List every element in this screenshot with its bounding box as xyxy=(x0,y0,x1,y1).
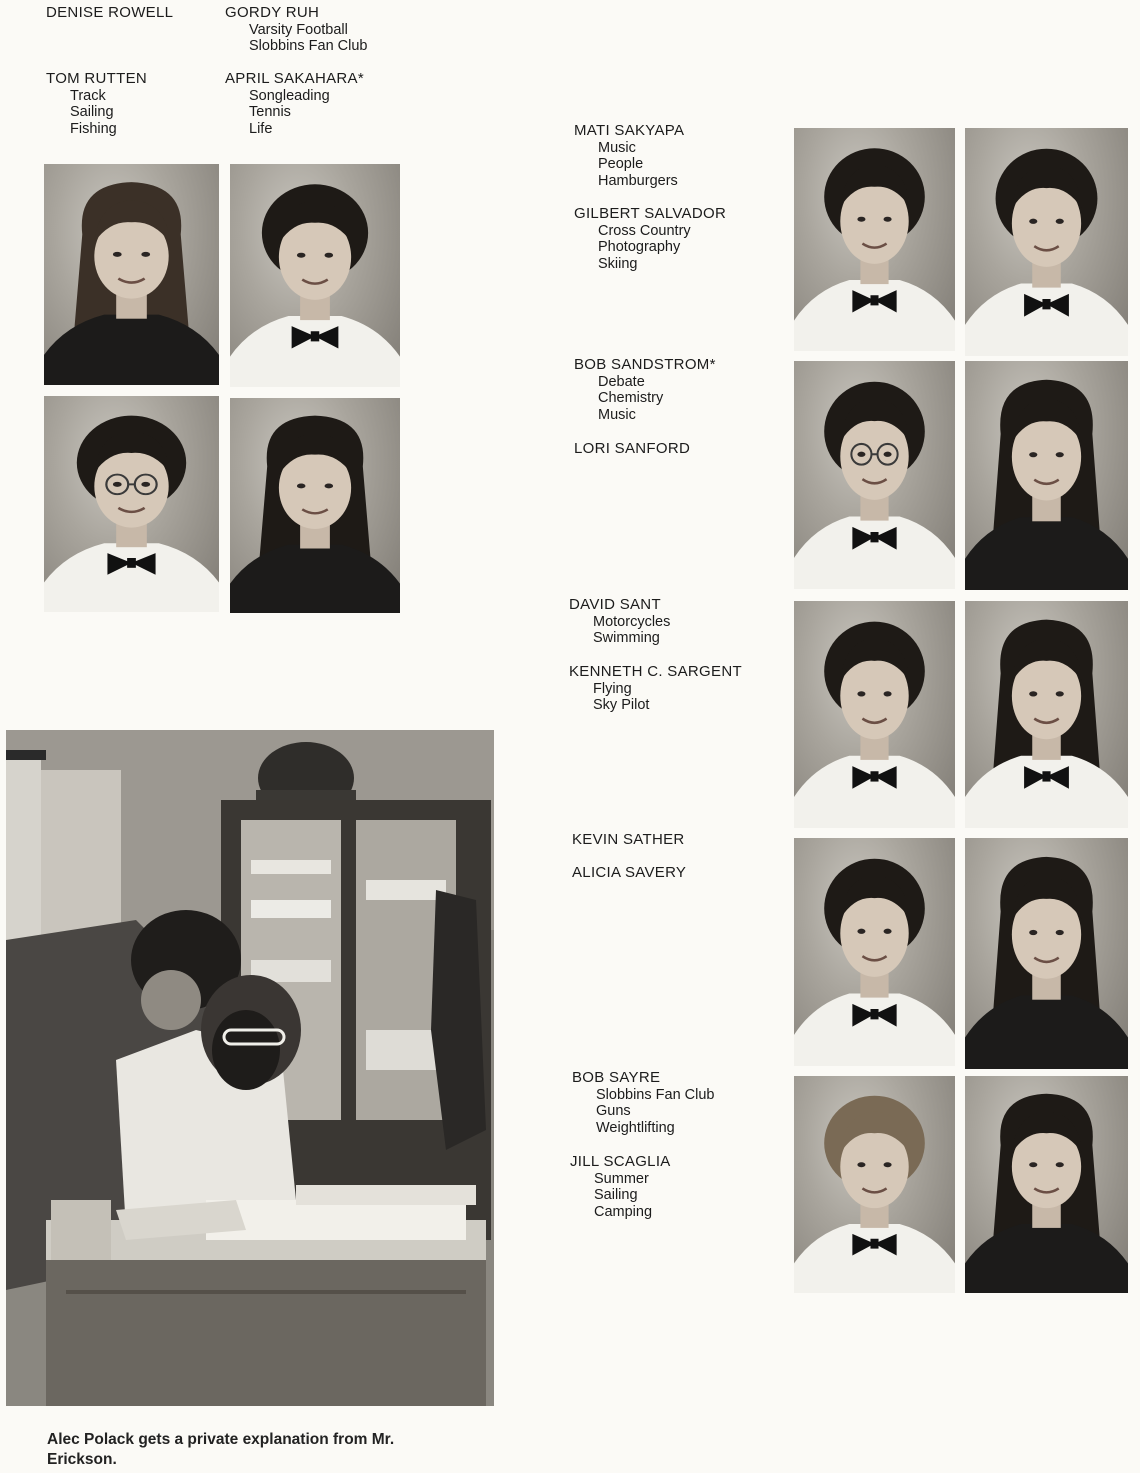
senior-entry xyxy=(572,832,685,849)
portrait-photo xyxy=(965,1076,1128,1293)
senior-activity: Sky Pilot xyxy=(593,697,650,713)
portrait-figure xyxy=(44,164,219,385)
portrait-figure xyxy=(965,838,1128,1069)
senior-name: TOM RUTTEN xyxy=(46,70,148,87)
senior-activities xyxy=(570,1171,671,1221)
portrait-photo xyxy=(230,164,400,387)
senior-entry xyxy=(225,5,368,55)
senior-name: BOB SANDSTROM* xyxy=(574,356,716,373)
portrait-figure xyxy=(794,1076,955,1293)
portrait-photo xyxy=(794,128,955,351)
senior-activity: Slobbins Fan Club xyxy=(249,38,368,54)
senior-activity: Music xyxy=(598,139,636,156)
senior-activities xyxy=(569,614,670,647)
senior-activities xyxy=(225,88,364,138)
senior-name: DAVID SANT xyxy=(569,596,661,613)
senior-activity: Varsity Football xyxy=(249,21,348,38)
senior-activity: Swimming xyxy=(593,630,660,646)
senior-activity: Flying xyxy=(593,680,632,697)
classroom-scene xyxy=(6,730,494,1406)
senior-entry xyxy=(569,597,670,647)
senior-activity: Slobbins Fan Club xyxy=(596,1086,715,1103)
senior-activity: Weightlifting xyxy=(596,1119,675,1136)
senior-entry xyxy=(572,1070,715,1136)
portrait-figure xyxy=(794,838,955,1066)
senior-activities xyxy=(574,223,726,273)
senior-name: DENISE ROWELL xyxy=(46,4,174,21)
senior-name: ALICIA SAVERY xyxy=(572,864,687,881)
senior-name: BOB SAYRE xyxy=(572,1069,661,1086)
senior-activity: Skiing xyxy=(598,255,638,272)
senior-entry xyxy=(46,71,147,137)
senior-activity: Songleading xyxy=(249,87,330,104)
senior-entry xyxy=(572,865,686,882)
senior-entry xyxy=(574,441,690,458)
portrait-figure xyxy=(230,164,400,387)
senior-name: GILBERT SALVADOR xyxy=(574,205,727,222)
senior-entry xyxy=(46,5,173,22)
portrait-figure xyxy=(965,1076,1128,1293)
portrait-photo xyxy=(794,1076,955,1293)
senior-entry xyxy=(574,357,716,423)
portrait-figure xyxy=(965,361,1128,590)
senior-entry xyxy=(569,664,742,714)
senior-entry xyxy=(570,1154,671,1220)
photo-caption: Alec Polack gets a private explanation from Mr. Erickson. xyxy=(47,1431,395,1468)
senior-activity: Hamburgers xyxy=(598,172,678,189)
portrait-photo xyxy=(230,398,400,613)
senior-activity: Camping xyxy=(594,1203,653,1220)
senior-activity: Photography xyxy=(598,239,681,255)
senior-activity: Guns xyxy=(596,1103,631,1119)
portrait-photo xyxy=(44,396,219,612)
senior-name: LORI SANFORD xyxy=(574,440,691,457)
portrait-figure xyxy=(794,601,955,828)
portrait-photo xyxy=(44,164,219,385)
portrait-figure xyxy=(44,396,219,612)
portrait-photo xyxy=(965,128,1128,356)
senior-activity: Summer xyxy=(594,1170,649,1187)
senior-activity: Cross Country xyxy=(598,222,691,239)
senior-activity: Life xyxy=(249,120,273,137)
portrait-photo xyxy=(965,601,1128,828)
senior-activities xyxy=(46,88,147,138)
senior-entry xyxy=(574,206,726,272)
senior-activity: Chemistry xyxy=(598,390,664,406)
senior-activities xyxy=(572,1087,715,1137)
senior-activities xyxy=(574,374,716,424)
portrait-photo xyxy=(794,838,955,1066)
senior-activity: Sailing xyxy=(70,104,114,120)
portrait-figure xyxy=(794,361,955,589)
senior-name: MATI SAKYAPA xyxy=(574,122,685,139)
senior-name: KEVIN SATHER xyxy=(572,831,685,848)
portrait-figure xyxy=(965,128,1128,356)
portrait-photo xyxy=(965,361,1128,590)
senior-entry xyxy=(225,71,364,137)
senior-name: JILL SCAGLIA xyxy=(570,1153,671,1170)
senior-activities xyxy=(569,681,742,714)
senior-activity: Sailing xyxy=(594,1187,638,1203)
senior-activity: Debate xyxy=(598,373,645,390)
portrait-photo xyxy=(794,601,955,828)
senior-activity: Music xyxy=(598,406,636,423)
portrait-photo xyxy=(965,838,1128,1069)
portrait-figure xyxy=(794,128,955,351)
portrait-figure xyxy=(965,601,1128,828)
senior-activity: Motorcycles xyxy=(593,613,671,630)
senior-activities xyxy=(225,22,368,55)
portrait-photo xyxy=(794,361,955,589)
portrait-figure xyxy=(230,398,400,613)
candid-photo xyxy=(6,730,494,1406)
senior-name: KENNETH C. SARGENT xyxy=(569,663,742,680)
senior-activities xyxy=(574,140,684,190)
senior-name: APRIL SAKAHARA* xyxy=(225,70,364,87)
senior-activity: People xyxy=(598,156,644,172)
senior-activity: Tennis xyxy=(249,104,291,120)
senior-activity: Fishing xyxy=(70,120,117,137)
senior-activity: Track xyxy=(70,87,106,104)
senior-entry xyxy=(574,123,684,189)
senior-name: GORDY RUH xyxy=(225,4,320,21)
